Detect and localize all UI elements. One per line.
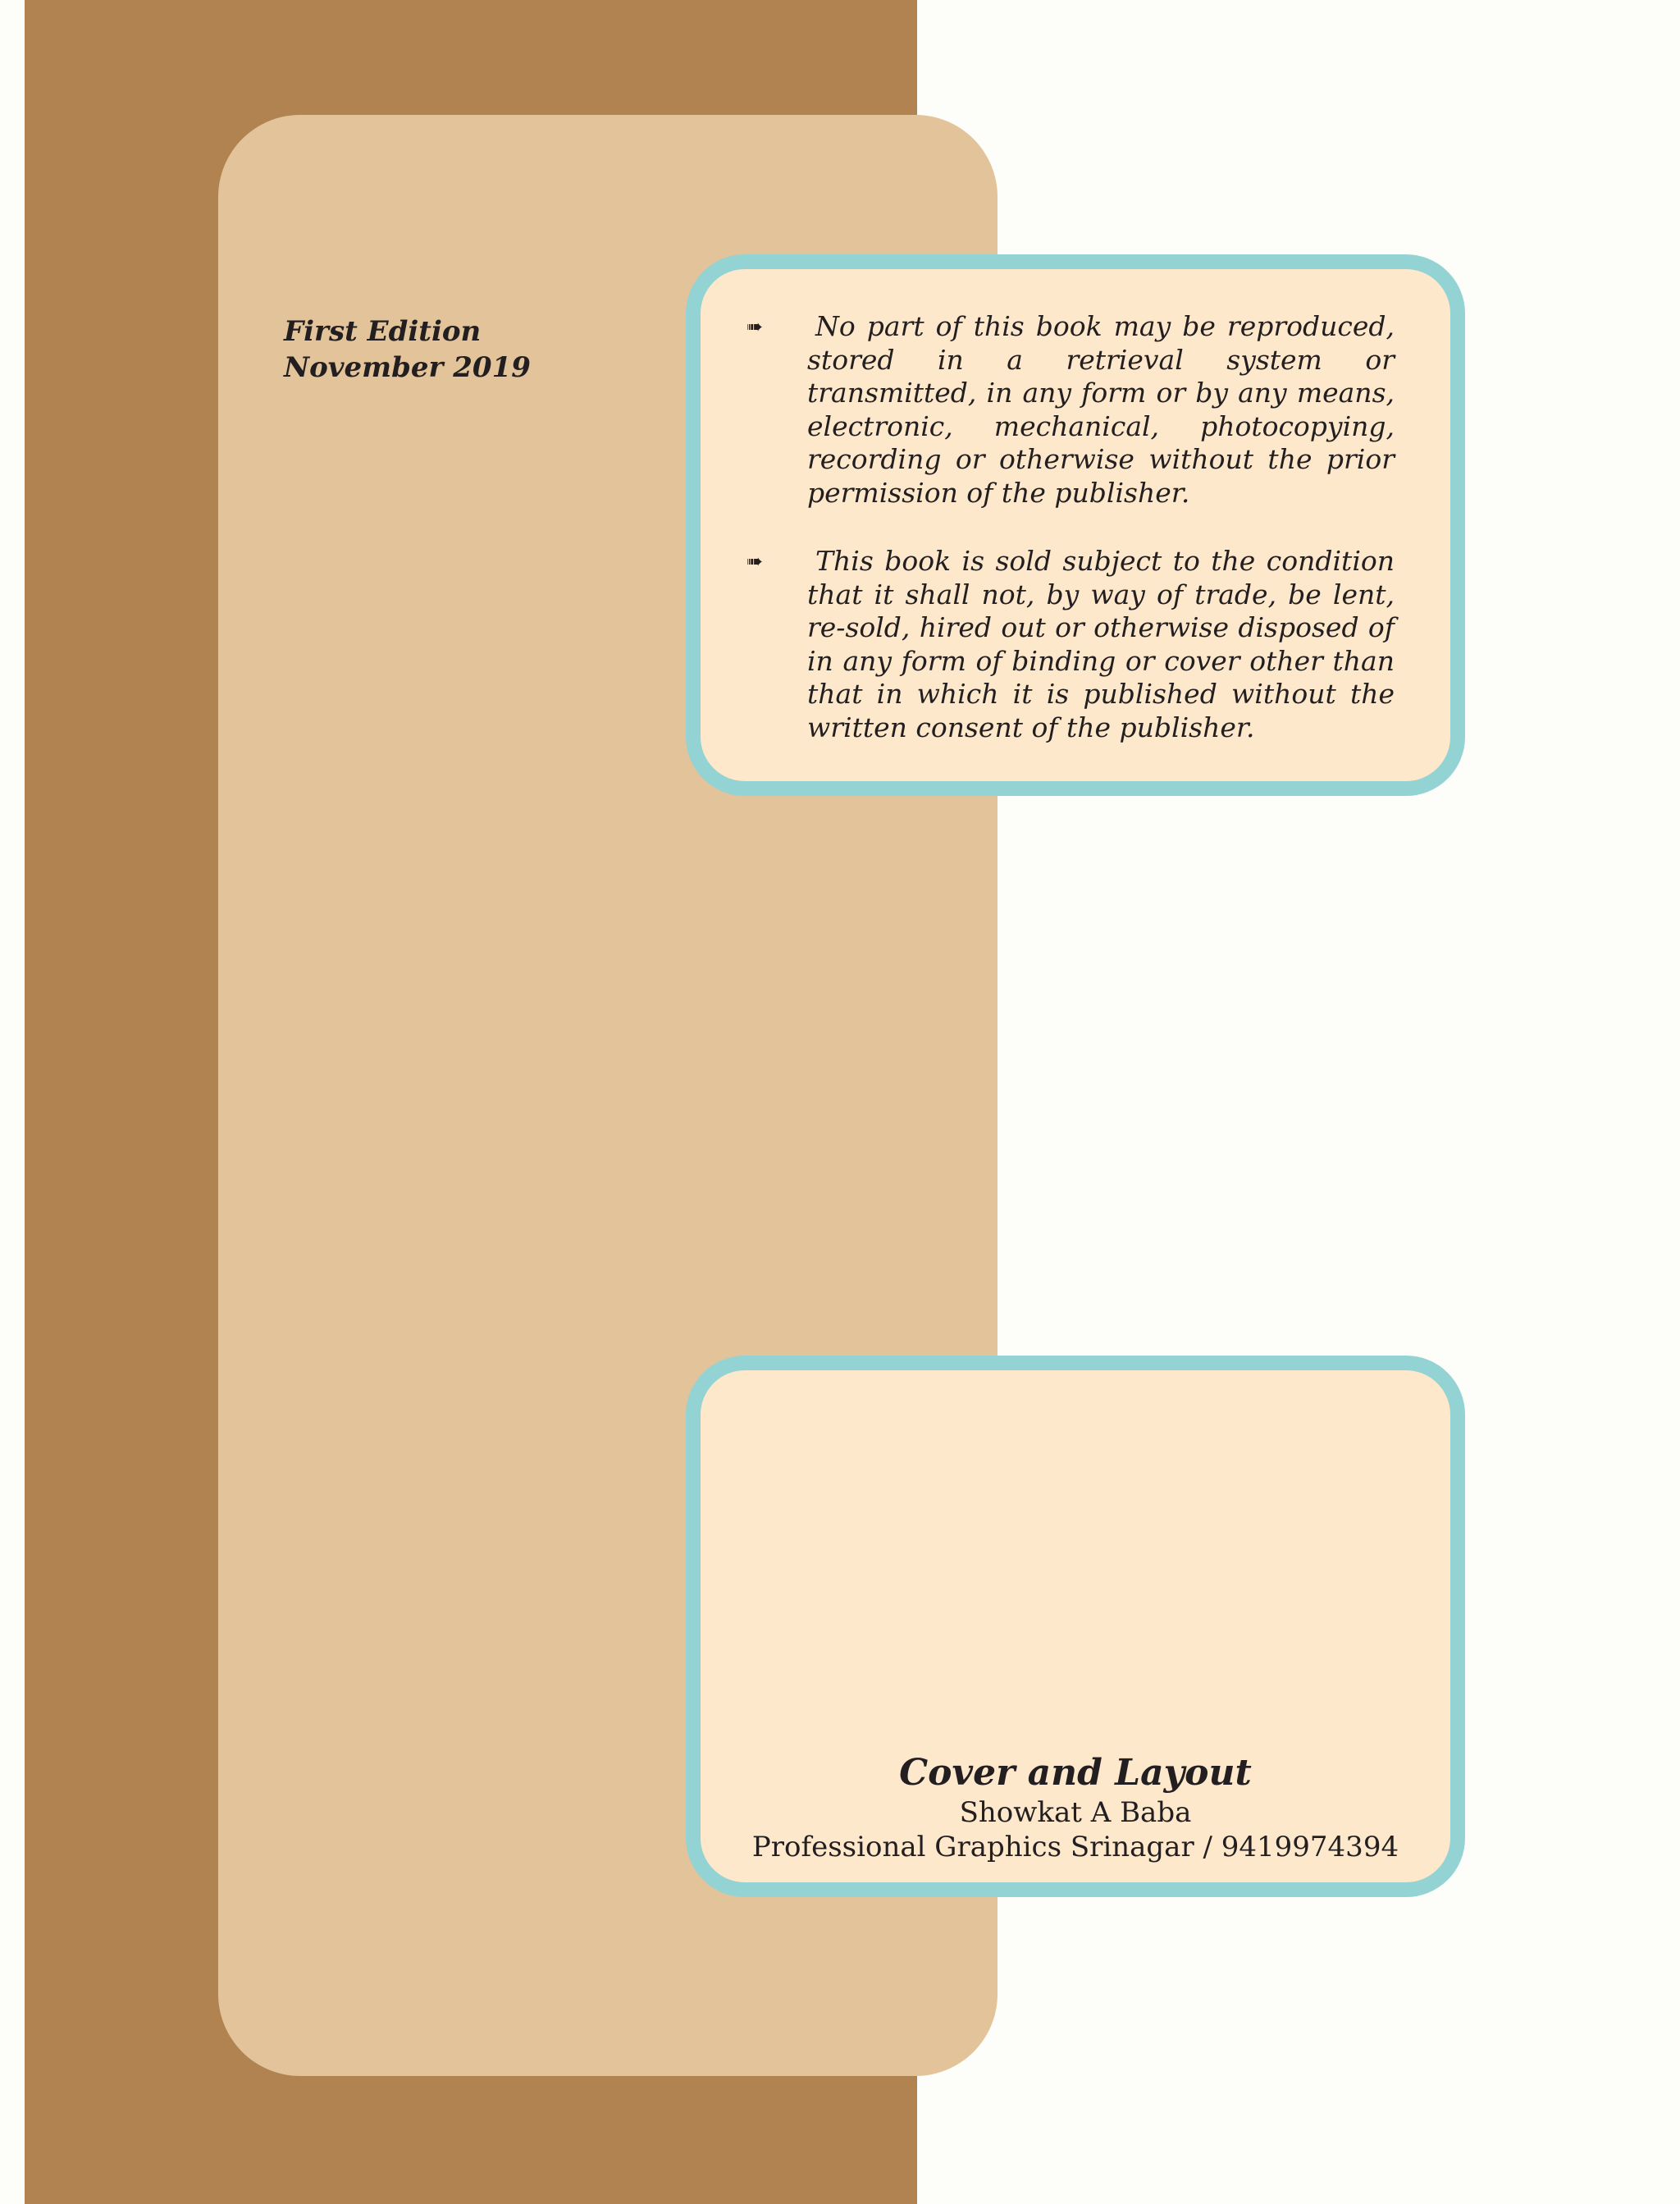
edition-info: [284, 313, 531, 386]
designer-name: Showkat A Baba: [959, 1796, 1192, 1829]
credits-title: Cover and Layout: [899, 1752, 1252, 1794]
copyright-notice: [746, 545, 1395, 744]
copyright-notice-text: This book is sold subject to the condition that it shall not, by way of trade, be lent, re-sold, hired out or otherwise disposed of in any form of binding or cover other than that in which it is published without the written consent of the publisher.: [807, 545, 1395, 743]
copyright-notice-text: No part of this book may be reproduced, stored in a retrieval system or transmitted, in any form or by any means, electronic, mechanical, photocopying, recording or otherwise without the prior permission of the publisher.: [807, 310, 1395, 509]
edition-label: First Edition: [284, 315, 482, 348]
arrow-right-icon: ➠: [746, 550, 764, 573]
credits-card: [686, 1356, 1465, 1897]
copyright-card: [686, 254, 1465, 796]
studio-contact: Professional Graphics Srinagar / 9419974394: [751, 1831, 1399, 1863]
edition-date: November 2019: [284, 351, 531, 384]
copyright-notice: [746, 310, 1395, 510]
arrow-right-icon: ➠: [746, 315, 764, 338]
credits-block: [701, 1751, 1450, 1864]
